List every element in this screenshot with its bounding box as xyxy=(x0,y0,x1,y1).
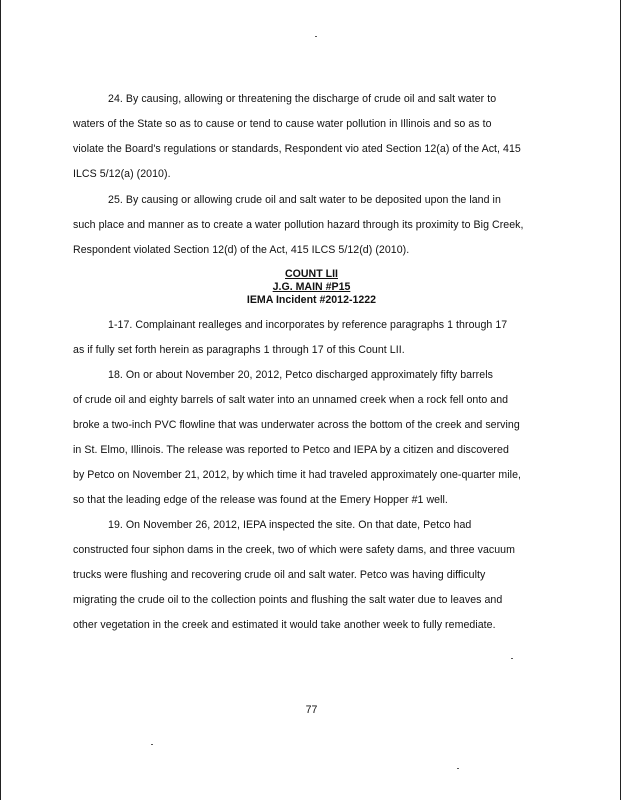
para-19-line-5: other vegetation in the creek and estimated it would take another week to fully remediate. xyxy=(73,619,496,631)
page-number: 77 xyxy=(305,704,318,716)
count-heading: COUNT LII xyxy=(285,268,338,280)
para-18-line-2: of crude oil and eighty barrels of salt water into an unnamed creek when a rock fell onto and xyxy=(73,394,509,406)
para-25-line-3: Respondent violated Section 12(d) of the Act, 415 ILCS 5/12(d) (2010). xyxy=(73,244,410,256)
para-24-line-1: 24. By causing, allowing or threatening the discharge of crude oil and salt water to xyxy=(108,93,497,105)
incident-heading: IEMA Incident #2012-1222 xyxy=(246,294,377,306)
para-18-line-6: so that the leading edge of the release was found at the Emery Hopper #1 well. xyxy=(73,494,448,506)
site-heading: J.G. MAIN #P15 xyxy=(272,281,351,293)
scan-speck xyxy=(511,658,513,659)
para-19-line-3: trucks were flushing and recovering crude oil and salt water. Petco was having difficulty xyxy=(73,569,486,581)
para-25-line-1: 25. By causing or allowing crude oil and salt water to be deposited upon the land in xyxy=(108,194,501,206)
para-19-line-2: constructed four siphon dams in the creek, two of which were safety dams, and three vacuum xyxy=(73,544,516,556)
para-24-line-2: waters of the State so as to cause or tend to cause water pollution in Illinois and so as to xyxy=(73,118,492,130)
para-24-line-4: ILCS 5/12(a) (2010). xyxy=(73,168,171,180)
para-18-line-4: in St. Elmo, Illinois. The release was reported to Petco and IEPA by a citizen and discovered xyxy=(73,444,509,456)
para-1-17-line-2: as if fully set forth herein as paragraphs 1 through 17 of this Count LII. xyxy=(73,344,405,356)
para-25-line-2: such place and manner as to create a water pollution hazard through its proximity to Big Creek, xyxy=(73,219,524,231)
scan-speck xyxy=(457,768,459,769)
para-24-line-3: violate the Board's regulations or standards, Respondent vio ated Section 12(a) of the Act, 415 xyxy=(73,143,521,155)
para-1-17-line-1: 1-17. Complainant realleges and incorporates by reference paragraphs 1 through 17 xyxy=(108,319,508,331)
para-18-line-5: by Petco on November 21, 2012, by which time it had traveled approximately one-quarter mile, xyxy=(73,469,522,481)
para-19-line-4: migrating the crude oil to the collection points and flushing the salt water due to leaves and xyxy=(73,594,503,606)
scan-speck xyxy=(315,36,317,37)
para-18-line-3: broke a two-inch PVC flowline that was underwater across the bottom of the creek and serving xyxy=(73,419,520,431)
scan-speck xyxy=(151,744,153,745)
para-18-line-1: 18. On or about November 20, 2012, Petco discharged approximately fifty barrels xyxy=(108,369,493,381)
para-19-line-1: 19. On November 26, 2012, IEPA inspected the site. On that date, Petco had xyxy=(108,519,472,531)
